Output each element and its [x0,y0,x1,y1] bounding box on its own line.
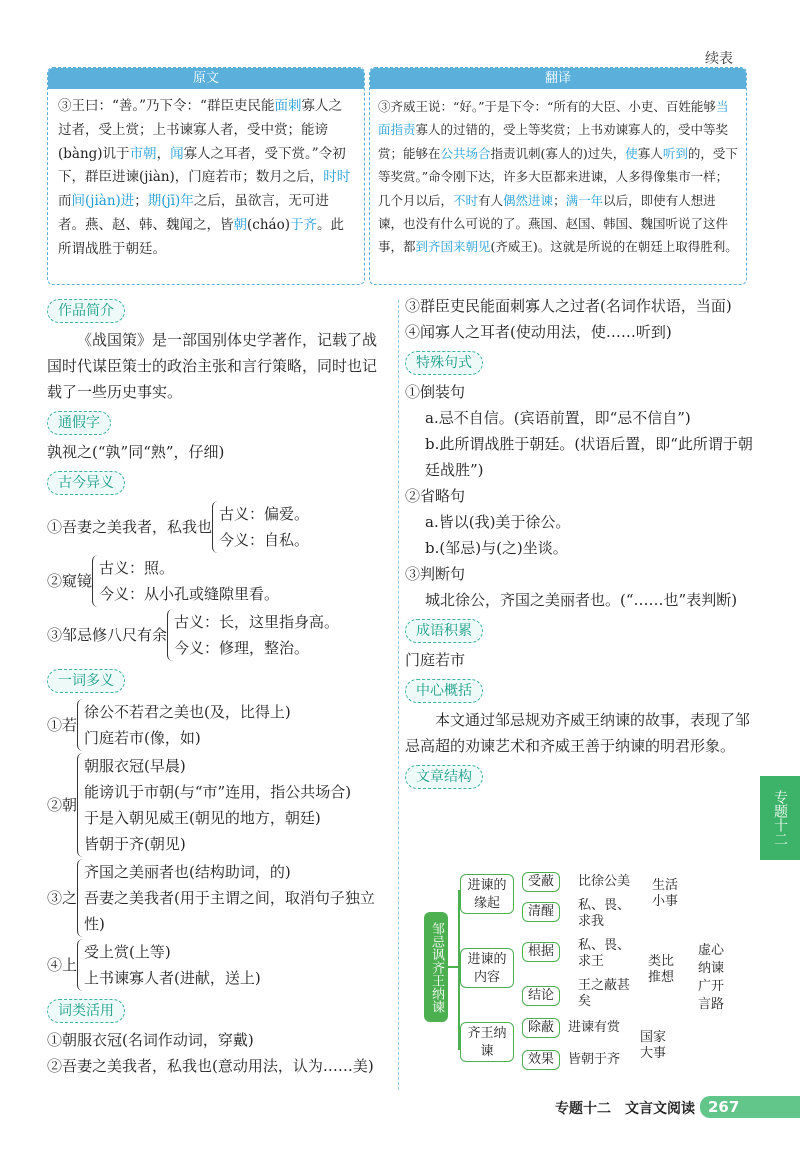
brace-item: 吾妻之美我者(用于主谓之间，取消句子独立性) [84,889,375,933]
original-header: 原文 [48,68,364,89]
teshu-head: ③判断句 [405,565,466,583]
zhongxin-text: 本文通过邹忌规劝齐威王纳谏的故事，表现了邹忌高超的劝谏艺术和齐威王善于纳谏的明君形象。 [405,711,751,755]
teshu-item: a.皆以(我)美于徐公。 [425,513,571,531]
brace-item: 朝服衣冠(早晨) [84,757,186,775]
text-segment: (齐威王)。这就是所说的在朝廷上取得胜利。 [490,239,738,255]
section-duoyi: 一词多义 [47,669,125,693]
column-divider [398,300,399,1090]
continued-label: 续表 [705,51,733,67]
diagram-b1: 进谏的缘起 [460,874,514,914]
diagram-b1a: 受蔽 [522,872,560,892]
text-segment: 寡人 [637,145,663,161]
section-teshu: 特殊句式 [405,351,483,375]
text-segment: ③王曰：“善。”乃下令：“群臣吏民能 [58,98,275,114]
text-segment: 寡人之过者，受上赏；上书谏寡人者，受中赏；能谤(bàng)讥于 [58,98,342,162]
brace-item: 门庭若市(像，如) [84,729,201,747]
text-segment: 到齐国来朝见 [415,239,491,255]
diagram-b3a-text: 进谏有赏 [568,1020,621,1035]
brace-item: 上书谏寡人者(进献，送上) [84,969,261,987]
gujin-list [47,501,387,661]
brace-item: 能谤讥于市朝(与“市”连用，指公共场合) [84,783,352,801]
diagram-b1b: 清醒 [522,902,560,922]
side-tab: 专题十二 [760,776,800,860]
teshu-item: a.忌不自信。(宾语前置，即“忌不信自”) [425,409,691,427]
brace-items [77,699,291,751]
teshu-item: 城北徐公，齐国之美丽者也。(“……也”表判断) [425,591,738,609]
diagram-b2a-text: 私、畏、求王 [578,938,631,969]
section-chengyu: 成语积累 [405,619,483,643]
teshu-list [405,379,760,613]
brace-group [47,501,387,553]
text-segment: 之后，虽欲言，无可进者。燕、赵、韩、魏闻之，皆 [58,193,329,233]
huoyong-1: ①朝服衣冠(名词作动词，穿戴) [47,1031,254,1049]
brace-head: ④上 [47,956,78,974]
brace-group [47,753,387,857]
text-segment: 时时 [323,169,351,186]
text-segment: ； [553,192,566,208]
diagram-b2b-text: 王之蔽甚矣 [578,978,631,1009]
brace-items [77,753,351,857]
duoyi-list [47,699,387,991]
diagram-b3b: 效果 [522,1050,560,1070]
text-segment: 面刺 [274,98,302,114]
brace-item: 古义：照。 [99,559,175,577]
brace-group [47,555,387,607]
teshu-item: b.此所谓战胜于朝廷。(状语后置，即“此所谓于朝廷战胜”) [425,435,753,479]
translation-header: 翻译 [370,68,746,89]
right-column [405,293,760,793]
footer-text: 专题十二 文言文阅读 [555,1101,695,1117]
section-jiegou: 文章结构 [405,765,483,789]
brace-items [212,501,309,553]
text-segment: 。此所谓战胜于朝廷。 [58,216,344,257]
translation-table [47,67,747,285]
diagram-b2a: 根据 [522,942,560,962]
text-segment: 朝 [233,216,247,233]
text-segment: 以后，即使有人想进谏，也没有什么可说的了。燕国、赵国、韩国、魏国听说了这件事，都 [378,192,729,255]
teshu-item: b.(邹忌)与(之)坐谈。 [425,539,568,557]
text-segment: ③齐威王说：“好。”于是下令：“所有的大臣、小吏、百姓能够 [378,99,716,114]
diagram-far-right: 虚心纳谏 广开言路 [698,943,725,1012]
diagram-b1b-text: 私、畏、求我 [578,898,631,929]
intro-text: 《战国策》是一部国别体史学著作，记载了战国时代谋臣策士的政治主张和言行策略，同时也记载了一些历史事实。 [47,331,378,401]
text-segment: 听到 [662,145,688,161]
text-segment: 使 [625,145,638,161]
text-segment: ， [156,145,171,162]
text-segment: 而 [58,193,72,210]
text-segment: 期(jī)年 [147,193,194,210]
huoyong-3: ③群臣吏民能面刺寡人之过者(名词作状语，当面) [405,297,732,315]
original-column [47,67,365,285]
text-segment: 公共场合 [440,145,491,161]
original-text [48,89,364,268]
brace-item: 皆朝于齐(朝见) [84,835,186,853]
diagram-b1-right: 生活小事 [652,878,679,909]
diagram-b2: 进谏的内容 [460,948,514,988]
section-gujin: 古今异义 [47,471,125,495]
left-column [47,293,387,1079]
diagram-b2b: 结论 [522,986,560,1006]
diagram-b3b-text: 皆朝于齐 [568,1052,621,1067]
diagram-b3: 齐王纳谏 [460,1022,514,1062]
brace-head: ③之 [47,889,78,907]
brace-item: 齐国之美丽者也(结构助词，的) [84,863,291,881]
brace-items [77,939,261,991]
brace-head: ③邹忌修八尺有余 [47,626,168,644]
brace-group [47,699,387,751]
text-segment: 不时 [453,192,479,208]
huoyong-4: ④闻寡人之耳者(使动用法，使……听到) [405,323,672,341]
translation-text [370,89,746,265]
text-segment: 指责讥刺(寡人的)过失， [490,145,626,161]
text-segment: 间(jiàn)进 [71,193,135,210]
text-segment: 有人 [478,192,504,208]
diagram-main: 邹忌讽齐王纳谏 [424,912,448,1022]
brace-head: ②窥镜 [47,572,93,590]
teshu-head: ②省略句 [405,487,466,505]
brace-items [77,859,387,937]
page-number: 267 [700,1096,800,1118]
tongjia-text: 孰视之(“孰”同“熟”，仔细) [47,443,225,461]
diagram-b2-right: 类比推想 [648,954,675,985]
brace-group [47,939,387,991]
brace-item: 今义：自私。 [219,531,310,549]
brace-items [92,555,279,607]
section-zhongxin: 中心概括 [405,679,483,703]
text-segment: 闻 [170,145,184,162]
diagram-b3a: 除蔽 [522,1018,560,1038]
translation-column [369,67,747,285]
section-huoyong: 词类活用 [47,999,125,1023]
brace-group [47,859,387,937]
section-tongjia: 通假字 [47,411,111,435]
diagram-b3-right: 国家大事 [640,1030,667,1061]
brace-item: 徐公不若君之美也(及，比得上) [84,703,291,721]
text-segment: 寡人的过错的，受上等奖赏；上书劝谏寡人的，受中等奖赏；能够在 [378,122,729,161]
brace-head: ①吾妻之美我者，私我也 [47,518,213,536]
brace-item: 今义：修理，整治。 [174,639,310,657]
text-segment: ； [134,193,148,210]
section-intro: 作品简介 [47,299,125,323]
brace-items [167,609,339,661]
text-segment: 当面指责 [378,99,729,138]
huoyong-2: ②吾妻之美我者，私我也(意动用法，认为……美) [47,1057,374,1075]
connector [448,966,458,968]
brace-head: ②朝 [47,796,78,814]
structure-diagram [420,870,750,1080]
teshu-head: ①倒装句 [405,383,466,401]
text-segment: 偶然进谏 [503,192,554,208]
brace-head: ①若 [47,716,78,734]
brace-item: 今义：从小孔或缝隙里看。 [99,585,280,603]
brace-item: 受上赏(上等) [84,943,171,961]
brace-item: 于是入朝见威王(朝见的地方，朝廷) [84,809,321,827]
text-segment: (cháo) [247,216,290,233]
text-segment: 满一年 [565,192,604,208]
brace-group [47,609,387,661]
text-segment: 寡人之耳者，受下赏。”令初下，群臣进谏(jiàn)，门庭若市；数月之后， [58,145,346,186]
text-segment: 于齐 [289,216,317,233]
text-segment: 市朝 [129,145,157,162]
brace-item: 古义：长，这里指身高。 [174,613,340,631]
text-segment: 的，受下等奖赏。”命令刚下达，许多大臣都来进谏，人多得像集市一样；几个月以后， [378,145,738,208]
brace-item: 古义：偏爱。 [219,505,310,523]
chengyu-text: 门庭若市 [405,651,466,669]
diagram-b1a-text: 比徐公美 [578,874,631,889]
